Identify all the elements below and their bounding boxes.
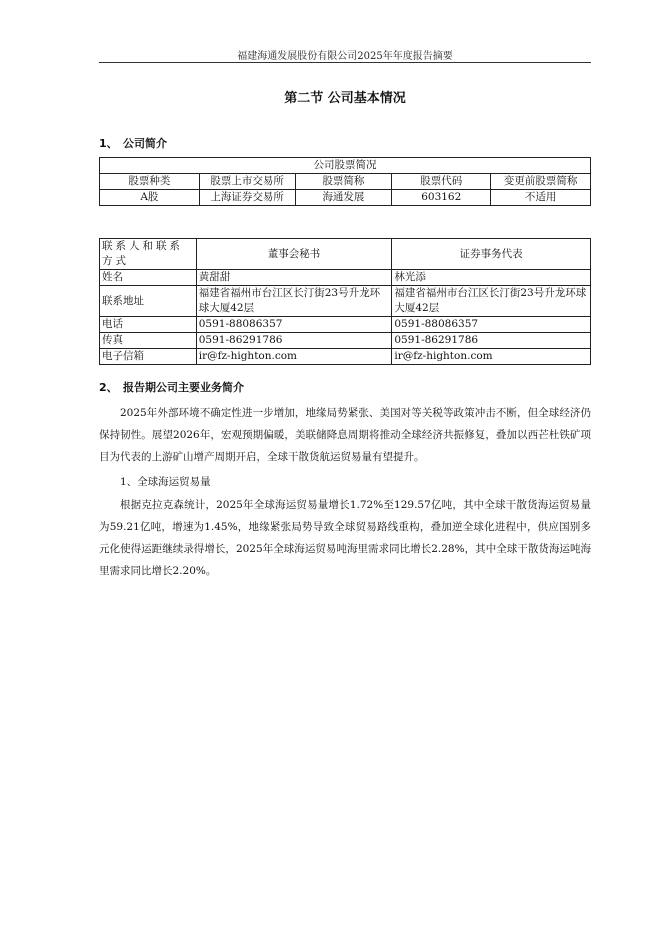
- table-header-row: [100, 174, 591, 190]
- row-label: 传真: [100, 333, 197, 349]
- table-row: [100, 286, 591, 317]
- table-cell: 福建省福州市台江区长汀街23号升龙环球大厦42层: [196, 286, 392, 317]
- table-caption: 公司股票简况: [100, 158, 591, 174]
- table-cell: 海通发展: [295, 190, 392, 206]
- heading-number: 2、: [99, 381, 118, 394]
- section-title: 第二节 公司基本情况: [284, 91, 406, 106]
- row-label: 联系地址: [100, 286, 197, 317]
- table-header-row: [100, 239, 591, 270]
- heading-number: 1、: [99, 137, 118, 150]
- table-row: [100, 317, 591, 333]
- corner-cell: 联系人和联系方式: [100, 239, 197, 270]
- subheading-trade-volume: 1、全球海运贸易量: [120, 476, 211, 488]
- heading-business-overview: [99, 379, 244, 395]
- column-header: 股票代码: [392, 174, 491, 190]
- table-cell: ir@fz-highton.com: [392, 349, 591, 365]
- table-cell: 0591-86291786: [196, 333, 392, 349]
- table-cell: A股: [100, 190, 200, 206]
- table-cell: 不适用: [491, 190, 591, 206]
- column-header: 证券事务代表: [392, 239, 591, 270]
- contact-table: [99, 238, 591, 365]
- heading-text: 公司简介: [123, 137, 167, 150]
- row-label: 电子信箱: [100, 349, 197, 365]
- table-cell: 福建省福州市台江区长汀街23号升龙环球大厦42层: [392, 286, 591, 317]
- heading-text: 报告期公司主要业务简介: [123, 381, 244, 394]
- table-cell: 林光添: [392, 270, 591, 286]
- paragraph-outlook: 2025年外部环境不确定性进一步增加，地缘局势紧张、美国对等关税等政策冲击不断，但全球经济仍保持韧性。展望2026年，宏观预期偏暖，美联储降息周期将推动全球经济共振修复，叠加以西芒杜铁矿项目为代表的上游矿山增产周期开启，全球干散货航运贸易量有望提升。: [99, 407, 591, 463]
- table-row: [100, 190, 591, 206]
- stock-info-table: [99, 157, 591, 206]
- header-rule: [99, 62, 591, 63]
- heading-company-profile: [99, 135, 167, 151]
- column-header: 董事会秘书: [196, 239, 392, 270]
- table-row: [100, 333, 591, 349]
- table-cell: 0591-88086357: [392, 317, 591, 333]
- table-cell: 0591-88086357: [196, 317, 392, 333]
- table-cell: 上海证券交易所: [199, 190, 295, 206]
- column-header: 股票上市交易所: [199, 174, 295, 190]
- row-label: 姓名: [100, 270, 197, 286]
- table-cell: 603162: [392, 190, 491, 206]
- column-header: 股票种类: [100, 174, 200, 190]
- column-header: 股票简称: [295, 174, 392, 190]
- table-cell: 黄甜甜: [196, 270, 392, 286]
- table-cell: ir@fz-highton.com: [196, 349, 392, 365]
- row-label: 电话: [100, 317, 197, 333]
- table-row: [100, 270, 591, 286]
- page-header: 福建海通发展股份有限公司2025年年度报告摘要: [237, 51, 453, 62]
- table-row: [100, 349, 591, 365]
- table-cell: 0591-86291786: [392, 333, 591, 349]
- paragraph-trade-volume: 根据克拉克森统计，2025年全球海运贸易量增长1.72%至129.57亿吨，其中全球干散货海运贸易量为59.21亿吨，增速为1.45%，地缘紧张局势导致全球贸易路线重构，叠加逆全球化进程中，供应国别多元化使得运距继续录得增长，2025年全球海运贸易吨海里需求同比增长2.28%，其中全球干散货海运吨海里需求同比增长2.20%。: [99, 499, 591, 577]
- column-header: 变更前股票简称: [491, 174, 591, 190]
